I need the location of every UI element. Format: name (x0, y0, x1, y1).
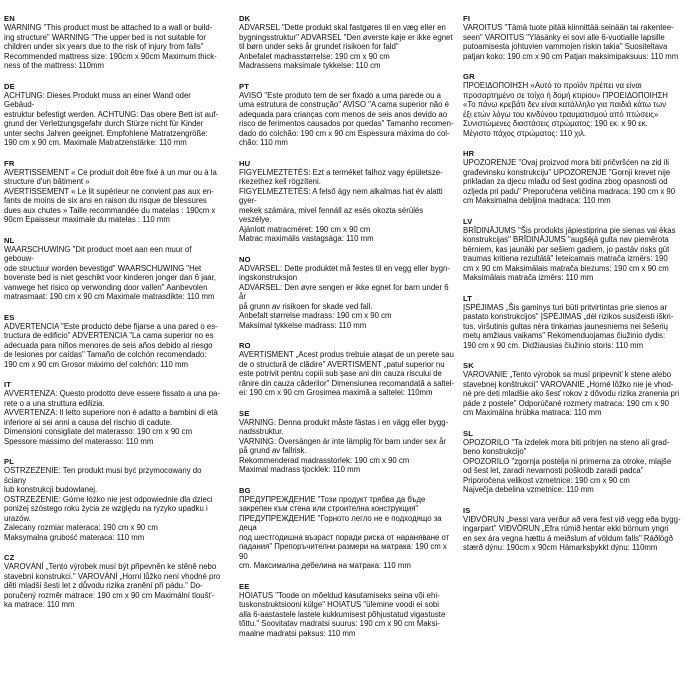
column-middle (239, 14, 457, 649)
section-es (4, 313, 222, 370)
language-code: CZ (4, 553, 15, 562)
section-fi (463, 14, 681, 61)
warning-text: ADVARSEL: Dette produktet må festes til en vegg eller bygn- ingskonstruksjon ADVARSEL: Den øvre sengen er ikke egnet for barn under 6 år på grunn av risikoen for skade ved fall. Anbefalt størrelse madrass: 190 cm x 90 cm Maksimal tykkelse madrass: 110 mm (239, 263, 450, 330)
language-code: RO (239, 341, 251, 350)
section-nl (4, 236, 222, 302)
warning-text: WAARSCHUWING "Dit product moet aan een muur of gebouw- ode structuur worden bevestigd" WAARSCHUWING "Het bovenste bed is niet geschikt voor kinderen jonger dan 6 jaar, vanwege het risico op verwonding door vallen" Aanbevolen matrasmaat: 190 cm x 90 cm Maximale matrasdikte: 110 mm (4, 244, 216, 301)
language-code: LV (463, 216, 473, 226)
language-code: NL (4, 235, 15, 245)
section-dk (239, 14, 457, 71)
language-code: FI (463, 14, 471, 23)
warning-text: ĮSPĖJIMAS „Šis gaminys turi būti pritvirtintas prie sienos ar pastato konstrukcijos" ĮSPĖJIMAS „dėl rizikos susižeisti iškri- tus, viršutinis gultas nėra tinkamas jaunesniems nei šešerių metų amžiaus vaikams" Rekomenduojamas čiužinio dydis: 190 cm x 90 cm. Didžiausias čiužinio storis: 110 mm (463, 302, 674, 350)
language-code: FR (4, 158, 15, 168)
warning-text: VAROITUS "Tämä tuote pitää kiinnittää seinään tai rakentee- seen" VAROITUS "Yläsänky ei sovi alle 6-vuotiaille lapsille putoamisesta johtuvien vammojen riskin takia" Suositeltava patjan koko: 190 cm x 90 cm Patjan maksimipaksuus: 110 mm (463, 23, 679, 61)
warning-text: ADVARSEL "Dette produkt skal fastgøres til en væg eller en bygningsstruktur" ADVARSEL "Den øverste køje er ikke egnet til børn under seks år grundet risikoen for fald" Anbefalet madrasstørrelse: 190 cm x 90 cm Madrassens maksimale tykkelse: 110 cm (239, 23, 453, 70)
warning-text: ΠΡΟΕΙΔΟΠΟΙΗΣΗ «Αυτό το προϊόν πρέπει να είναι προσαρτημένο σε τοίχο ή δομή κτιρίου» ΠΡΟΕΙΔΟΠΟΙΗΣΗ «Το πάνω κρεβάτι δεν είναι κατάλληλο για παιδιά κάτω των έξι ετών λόγω του κινδύνου τραυματισμού από πτώσεις» Συνιστώμενες διαστάσεις στρώματος: 190 εκ. x 90 εκ. Μέγιστο πάχος στρώματος: 110 χιλ. (463, 81, 668, 138)
warning-text: AVISO "Este produto tem de ser fixado a uma parede ou a uma estrutura de construção" AVISO "A cama superior não é adequada para crianças com menos de seis anos devido ao risco de ferimentos causados por quedas" Tamanho recomen- dado do colchão: 190 cm x 90 cm Espessura máxima do col- chão: 110 mm (239, 90, 454, 147)
language-code: ES (4, 312, 15, 322)
warning-text: OPOZORILO "Ta izdelek mora biti pritrjen na steno ali grad- beno konstrukcijo" OPOZORILO "zgornja postelja ni primerna za otroke, mlajše od šest let, zaradi nevarnosti poškodb zaradi padca" Priporočena velikost vzmetnice: 190 cm x 90 cm Največja debelina vzmetnice: 110 mm (463, 437, 672, 494)
section-pt (239, 82, 457, 148)
warning-text: AVVERTENZA: Questo prodotto deve essere fissato a una pa- rete o a una struttura edilizia. AVVERTENZA: Il letto superiore non è adatto a bambini di età inferiore ai sei anni a causa del rischio di cadute. Dimensioni consigliate del materasso: 190 cm x 90 cm Spessore massimo del materasso: 110 mm (4, 389, 220, 446)
column-right (463, 14, 681, 564)
section-is (463, 506, 681, 553)
warning-text: ACHTUNG: Dieses Produkt muss an einer Wand oder Gebäud- estruktur befestigt werden. ACHTUNG: Das obere Bett ist auf- grund der Verletzungsgefahr durch Stürze nicht für Kinder unter sechs Jahren geeignet. Empfohlene Matratzengröße: 190 cm x 90 cm. Maximale Matratzenstärke: 110 mm (4, 90, 219, 147)
warning-text: WARNING "This product must be attached to a wall or build- ing structure" WARNING "The upper bed is not suitable for children under six years due to the risk of injury from falls" Recommended mattress size: 190cm x 90cm Maximum thick- ness of the mattress: 110mm (4, 23, 217, 70)
language-code: HU (239, 158, 251, 168)
warning-text: VAROVANIE „Tento výrobok sa musí pripevniť k stene alebo stavebnej konštrukcii" VAROVANIE „Horné lôžko nie je vhod- né pre deti mladšie ako šesť rokov z dôvodu rizika zranenia pri páde z postele" Odporúčané rozmery matraca: 190 cm x 90 cm Maximálna hrúbka matraca: 110 mm (463, 370, 680, 417)
section-hr (463, 149, 681, 206)
section-bg (239, 486, 457, 571)
section-it (4, 380, 222, 446)
warning-text: OSTRZEŻENIE: Ten produkt musi być przymocowany do ściany lub konstrukcji budowlanej. OSTRZEŻENIE: Górne łóżko nie jest odpowiednie dla dzieci poniżej szóstego roku życia ze względu na ryzyko upadku i urazów. Zalecany rozmiar materaca: 190 cm x 90 cm Maksymalna grubość materaca: 110 mm (4, 466, 213, 542)
section-sl (463, 429, 681, 495)
language-code: NO (239, 254, 251, 264)
language-code: PL (4, 457, 15, 466)
language-code: GR (463, 72, 475, 81)
warning-text: HOIATUS "Toode on mõeldud kasutamiseks seina või ehi- tuskonstruktsiooni külge" HOIATUS "ülemine voodi ei sobi alla 6-aastastele lastele kukkumisest põhjustatud vigastuste tõttu." Soovitatav madratsi suurus: 190 cm x 90 cm Maksi- maalne madratsi paksus: 110 mm (239, 590, 446, 638)
warning-text: VAROVÁNÍ „Tento výrobek musí být připevněn ke stěně nebo stavební konstrukci." VAROVÁNÍ „Horní lůžko není vhodné pro děti mladší šesti let z důvodu rizika zranění při pádu." Do- poručený rozměr matrace: 190 cm x 90 cm Maximální tloušť- ka matrace: 110 mm (4, 562, 221, 609)
warning-text: FIGYELMEZTETÉS: Ezt a terméket falhoz vagy épületsze- rkezethez kell rögzíteni. FIGYELMEZTETÉS: A felső ágy nem alkalmas hat év alatti gyer- mekek számára, mivel fennáll az esés okozta sérülés veszélye. Ajánlott matracméret: 190 cm x 90 cm Matrac maximális vastagsága: 110 mm (239, 167, 443, 243)
section-cz (4, 553, 222, 610)
section-de (4, 82, 222, 148)
language-code: HR (463, 149, 475, 158)
section-ro (239, 341, 457, 398)
section-fr (4, 159, 222, 225)
section-pl (4, 457, 222, 542)
section-en (4, 14, 222, 71)
column-left (4, 14, 222, 621)
section-ee (239, 582, 457, 639)
section-lt (463, 294, 681, 351)
section-lv (463, 217, 681, 283)
warning-text: UPOZORENJE "Ovaj proizvod mora biti pričvršćen na zid ili građevinsku konstrukciju" UPOZORENJE "Gornji krevet nije prikladan za djecu mlađu od šest godina zbog opasnosti od ozljeda pri padu" Preporučena veličina madraca: 190 cm x 90 cm Maksimalna debljina madraca: 110 mm (463, 158, 676, 205)
language-code: SK (463, 361, 474, 370)
language-code: LT (463, 293, 473, 303)
language-code: BG (239, 485, 251, 495)
warning-text: VIÐVÖRUN „Þessi vara verður að vera fest við vegg eða bygg- ingarpart" VIÐVÖRUN „Efra rúmið hentar ekki börnum yngri en sex ára vegna hættu á meiðslum af völdum falls" Ráðlögð stærð dýnu: 190cm x 90cm Hámarksþykkt dýnu: 110mm (463, 514, 681, 552)
language-code: DK (239, 14, 251, 23)
language-code: IS (463, 505, 471, 515)
warning-text: VARNING: Denna produkt måste fästas i en vägg eller bygg- nadsstruktur. VARNING: Översängen är inte lämplig för barn under sex år på grund av fallrisk. Rekommenderad madrasstorlek: 190 cm x 90 cm Maximal madrass tjocklek: 110 mm (239, 417, 449, 474)
language-code: PT (239, 81, 250, 91)
section-sk (463, 361, 681, 418)
section-no (239, 255, 457, 331)
warning-text: ADVERTENCIA "Este producto debe fijarse a una pared o es- tructura de edificio" ADVERTENCIA "La cama superior no es adecuada para niños menores de seis años debido al riesgo de lesiones por caídas" Tamaño de colchón recomendado: 190 cm x 90 cm Grosor máximo del colchón: 110 mm (4, 321, 218, 369)
section-gr (463, 72, 681, 138)
language-code: EE (239, 581, 250, 591)
language-code: DE (4, 81, 15, 91)
language-code: EN (4, 14, 15, 23)
language-code: SE (239, 408, 250, 418)
warning-text: BRĪDINĀJUMS "Šis produkts jāpiestiprina pie sienas vai ēkas konstrukcijas" BRĪDINĀJUMS "augšējā gulta nav piemērota bērniem, kas jaunāki par sešiem gadiem, jo pastāv risks gūt traumas kritiena rezultātā" Ieteicamais matrača izmērs: 190 cm x 90 cm Maksimālais matrača biezums: 190 cm x 90 cm Maksimālais matrača izmērs: 110 mm (463, 225, 676, 282)
warning-text: AVERTISMENT „Acest produs trebuie atașat de un perete sau de o structură de clădire" AVERTISMENT „patul superior nu este potrivit pentru copiii sub șase ani din cauza riscului de rănire din cauza căderilor" Dimensiunea recomandată a saltel- ei: 190 cm x 90 cm Grosimea maximă a saltelei: 110mm (239, 350, 455, 397)
section-se (239, 409, 457, 475)
section-hu (239, 159, 457, 244)
warning-text: AVERTISSEMENT « Ce produit doit être fixé à un mur ou à la structure d'un bâtiment » AVERTISSEMENT « Le lit supérieur ne convient pas aux en- fants de moins de six ans en raison du risque de blessures dues aux chutes » Taille recommandée du matelas : 190cm x 90cm Epaisseur maximale du matelas : 110 mm (4, 167, 217, 224)
language-code: SL (463, 428, 474, 438)
warning-text: ПРЕДУПРЕЖДЕНИЕ "Този продукт трябва да бъде закрепен към стена или строителна конструкция" ПРЕДУПРЕЖДЕНИЕ "Горното легло не е подходящо за деца под шестгодишна възраст поради риска от нараняване от падания" Препоръчителни размери на матрака: 190 cm x 90 cm. Максимална дебелина на матрака: 110 mm (239, 494, 450, 570)
language-code: IT (4, 380, 12, 389)
